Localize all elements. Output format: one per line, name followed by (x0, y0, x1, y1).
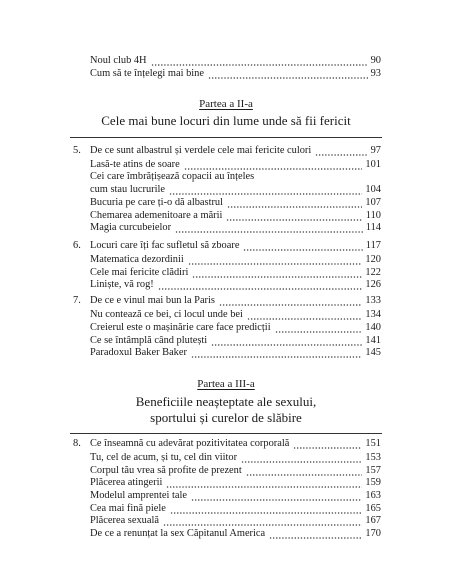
divider (70, 433, 382, 434)
section-title: Ce se întâmplă când plutești (90, 335, 208, 346)
dot-leader (151, 54, 368, 67)
section-title: Bucuria pe care ți-o dă albastrul (90, 197, 223, 208)
dot-leader (169, 183, 362, 196)
part-title-line-2: sportului și curelor de slăbire (150, 410, 302, 425)
page-number: 165 (365, 503, 381, 514)
page-number: 153 (365, 452, 381, 463)
dot-leader (158, 278, 363, 291)
part-title-line-1: Beneficiile neașteptate ale sexului, (135, 394, 317, 409)
chapter-number: 7. (73, 295, 81, 306)
chapter-number: 8. (73, 438, 81, 449)
page-number: 133 (365, 295, 381, 306)
section-title: Nu contează ce bei, ci locul unde bei (90, 309, 243, 320)
dot-leader (269, 527, 362, 540)
page-number: 104 (365, 184, 381, 195)
page-number: 159 (365, 477, 381, 488)
section-entry (90, 253, 381, 266)
page-number: 97 (370, 145, 381, 156)
section-entry (90, 221, 381, 234)
toc-entry (90, 54, 381, 67)
chapter-entry (73, 239, 381, 252)
dot-leader (208, 67, 368, 80)
section-entry (90, 346, 381, 359)
dot-leader (275, 321, 363, 334)
section-entry (90, 451, 381, 464)
page-number: 167 (365, 515, 381, 526)
dot-leader (191, 489, 362, 502)
section-entry (90, 514, 381, 527)
section-title: Tu, cel de acum, și tu, cel din viitor (90, 452, 238, 463)
dot-leader (293, 437, 362, 450)
section-title: Plăcerea sexuală (90, 515, 159, 526)
entry-title: Cum să te înțelegi mai bine (90, 68, 204, 79)
toc-entry (90, 67, 381, 80)
chapter-entry (73, 294, 381, 307)
section-title: Cele mai fericite clădiri (90, 267, 189, 278)
section-entry (90, 183, 381, 196)
dot-leader (166, 476, 362, 489)
section-entry (90, 489, 381, 502)
dot-leader (247, 308, 363, 321)
section-entry (90, 476, 381, 489)
section-title: Creierul este o mașinărie care face predicții (90, 322, 271, 333)
chapter-title: De ce sunt albastrul și verdele cele mai fericite culori (90, 145, 312, 156)
dot-leader (188, 253, 363, 266)
section-title: cum stau lucrurile (90, 184, 166, 195)
page-number: 101 (365, 159, 381, 170)
divider (70, 137, 382, 138)
section-title: Matematica dezordinii (90, 254, 184, 265)
page-number: 157 (365, 465, 381, 476)
dot-leader (243, 239, 362, 252)
section-title: Liniște, vă rog! (90, 279, 154, 290)
page-number: 114 (365, 222, 381, 233)
section-title: Paradoxul Baker Baker (90, 347, 187, 358)
page-number: 122 (365, 267, 381, 278)
section-entry-line-1 (90, 170, 381, 183)
section-title: Lasă-te atins de soare (90, 159, 180, 170)
dot-leader (191, 346, 362, 359)
dot-leader (315, 144, 367, 157)
chapter-number: 5. (73, 145, 81, 156)
chapter-entry (73, 144, 381, 157)
section-entry (90, 527, 381, 540)
section-entry (90, 278, 381, 291)
section-title: Cea mai fină piele (90, 503, 166, 514)
page-number: 120 (365, 254, 381, 265)
page-number: 170 (365, 528, 381, 539)
section-title: Modelul amprentei tale (90, 490, 187, 501)
page-number: 145 (365, 347, 381, 358)
page-number: 126 (365, 279, 381, 290)
chapter-title: De ce e vinul mai bun la Paris (90, 295, 215, 306)
part-label: Partea a III-a (197, 378, 255, 390)
chapter-title: Ce înseamnă cu adevărat pozitivitatea corporală (90, 438, 290, 449)
section-entry (90, 196, 381, 209)
section-title: Plăcerea atingerii (90, 477, 163, 488)
section-title: Magia curcubeielor (90, 222, 172, 233)
dot-leader (219, 294, 362, 307)
section-entry (90, 308, 381, 321)
page-number: 140 (365, 322, 381, 333)
dot-leader (227, 196, 362, 209)
section-title: Cei care îmbrățișează copacii au înțeles (90, 171, 255, 182)
section-title: Corpul tău vrea să profite de prezent (90, 465, 242, 476)
dot-leader (241, 451, 362, 464)
chapter-number: 6. (73, 240, 81, 251)
page-number: 141 (365, 335, 381, 346)
part-title: Cele mai bune locuri din lume unde să fii fericit (101, 113, 351, 128)
page-number: 107 (365, 197, 381, 208)
chapter-entry (73, 437, 381, 450)
page-number: 163 (365, 490, 381, 501)
page-number: 110 (365, 210, 381, 221)
page-number: 90 (370, 55, 381, 66)
chapter-title: Locuri care îți fac sufletul să zboare (90, 240, 240, 251)
page-number: 134 (365, 309, 381, 320)
entry-title: Noul club 4H (90, 55, 147, 66)
dot-leader (163, 514, 362, 527)
page-number: 117 (365, 240, 381, 251)
page-number: 93 (370, 68, 381, 79)
part-label: Partea a II-a (199, 98, 253, 110)
dot-leader (175, 221, 363, 234)
section-entry (90, 321, 381, 334)
section-title: De ce a renunțat la sex Căpitanul America (90, 528, 266, 539)
section-title: Chemarea ademenitoare a mării (90, 210, 223, 221)
page-number: 151 (365, 438, 381, 449)
